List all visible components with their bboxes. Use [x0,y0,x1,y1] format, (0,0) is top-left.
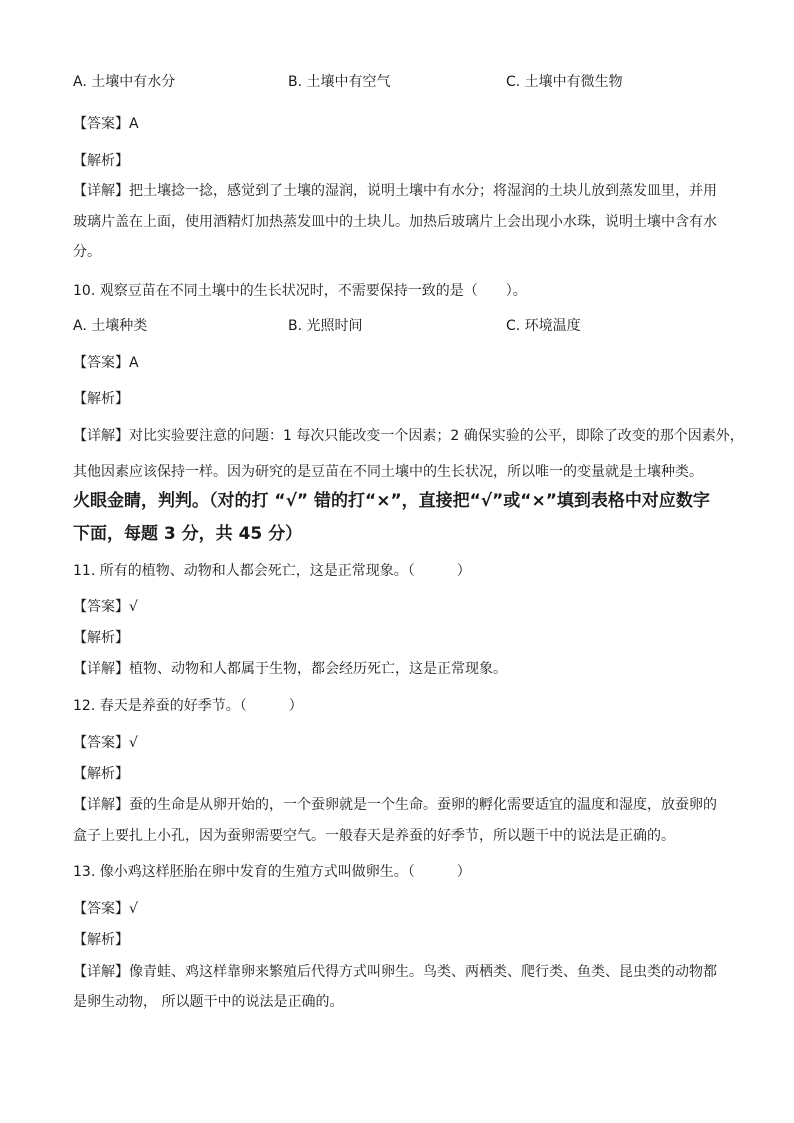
q11-analysis-label: 【解析】 [73,630,129,646]
q11-detail-line: 【详解】植物、动物和人都属于生物，都会经历死亡，这是正常现象。 [73,661,507,677]
q9-option-c: C. 土壤中有微生物 [506,74,623,90]
q11-question: 11. 所有的植物、动物和人都会死亡，这是正常现象。（ ） [73,563,471,579]
q12-answer: 【答案】√ [73,735,138,751]
q12-detail-line: 盒子上要扎上小孔，因为蚕卵需要空气。一般春天是养蚕的好季节，所以题干中的说法是正确的。 [73,828,675,844]
q13-detail-line: 是卵生动物， 所以题干中的说法是正确的。 [73,994,344,1010]
q12-analysis-label: 【解析】 [73,766,129,782]
q10-detail-line: 【详解】对比实验要注意的问题：1 每次只能改变一个因素；2 确保实验的公平，即除了改变的那个因素外， [73,428,744,444]
q13-answer: 【答案】√ [73,901,138,917]
q10-answer: 【答案】A [73,355,139,371]
q9-detail-line: 玻璃片盖在上面，使用酒精灯加热蒸发皿中的土块儿。加热后玻璃片上会出现小水珠，说明土壤中含有水 [73,214,717,230]
q9-option-b: B. 土壤中有空气 [288,74,391,90]
q12-question: 12. 春天是养蚕的好季节。（ ） [73,698,303,714]
q10-option-b: B. 光照时间 [288,318,363,334]
q9-option-a: A. 土壤中有水分 [73,74,176,90]
q10-detail-line: 其他因素应该保持一样。因为研究的是豆苗在不同土壤中的生长状况，所以唯一的变量就是土壤种类。 [73,464,703,480]
q9-detail-line: 分。 [73,244,101,260]
q11-answer: 【答案】√ [73,599,138,615]
q9-answer: 【答案】A [73,116,139,132]
q10-option-a: A. 土壤种类 [73,318,148,334]
q10-analysis-label: 【解析】 [73,391,129,407]
section-heading: 下面，每题 3 分，共 45 分） [73,524,303,544]
q10-question: 10. 观察豆苗在不同土壤中的生长状况时，不需要保持一致的是（ ）。 [73,283,527,299]
q9-detail-line: 【详解】把土壤捻一捻，感觉到了土壤的湿润，说明土壤中有水分；将湿润的土块儿放到蒸发皿里，并用 [73,183,717,199]
q13-question: 13. 像小鸡这样胚胎在卵中发育的生殖方式叫做卵生。（ ） [73,864,471,880]
section-heading: 火眼金睛，判判。（对的打 “√” 错的打“×”，直接把“√”或“×”填到表格中对应数字 [73,491,710,511]
q12-detail-line: 【详解】蚕的生命是从卵开始的，一个蚕卵就是一个生命。蚕卵的孵化需要适宜的温度和湿度，放蚕卵的 [73,797,717,813]
q13-detail-line: 【详解】像青蛙、鸡这样靠卵来繁殖后代得方式叫卵生。鸟类、两栖类、爬行类、鱼类、昆虫类的动物都 [73,964,717,980]
q10-option-c: C. 环境温度 [506,318,581,334]
q9-analysis-label: 【解析】 [73,153,129,169]
q13-analysis-label: 【解析】 [73,932,129,948]
